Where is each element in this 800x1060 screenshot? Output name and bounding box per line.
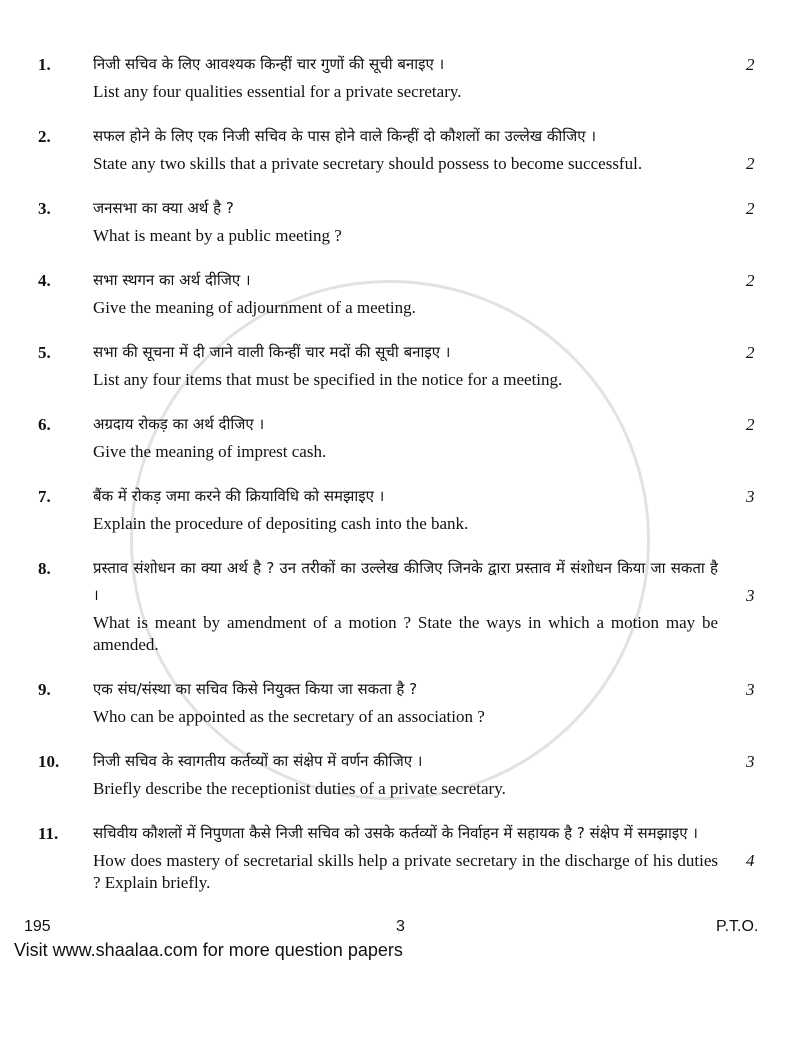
question-1 (0, 51, 800, 103)
question-number: 3. (38, 199, 51, 218)
question-number: 9. (38, 680, 51, 699)
question-marks: 2 (746, 154, 755, 173)
question-text-english: How does mastery of secretarial skills help a private secretary in the discharge of his duties ? Explain briefly. (93, 851, 718, 892)
question-6 (0, 411, 800, 463)
question-text-english: Briefly describe the receptionist duties of a private secretary. (93, 779, 506, 798)
page-footer (0, 914, 800, 966)
question-11 (0, 820, 800, 894)
question-marks: 3 (746, 487, 755, 506)
question-number: 10. (38, 752, 60, 771)
page-number: 3 (396, 918, 405, 935)
question-text-hindi: जनसभा का क्या अर्थ है ? (93, 199, 234, 217)
question-number: 6. (38, 415, 51, 434)
question-5 (0, 339, 800, 391)
question-text-hindi: एक संघ/संस्था का सचिव किसे नियुक्त किया जा सकता है ? (93, 680, 418, 698)
question-text-english: Give the meaning of adjournment of a meeting. (93, 298, 416, 317)
question-text-hindi: अग्रदाय रोकड़ का अर्थ दीजिए । (93, 415, 265, 433)
question-text-hindi: सचिवीय कौशलों में निपुणता कैसे निजी सचिव को उसके कर्तव्यों के निर्वाहन में सहायक है ? संक्षेप में समझाइए । (93, 824, 698, 842)
question-4 (0, 267, 800, 319)
question-marks: 3 (746, 752, 755, 771)
question-9 (0, 676, 800, 728)
question-text-hindi: सभा स्थगन का अर्थ दीजिए । (93, 271, 251, 289)
pto-label: P.T.O. (716, 918, 759, 935)
question-number: 5. (38, 343, 51, 362)
paper-code: 195 (24, 918, 51, 935)
question-marks: 2 (746, 415, 755, 434)
question-2 (0, 123, 800, 175)
question-text-hindi: निजी सचिव के लिए आवश्यक किन्हीं चार गुणों की सूची बनाइए । (93, 55, 445, 73)
question-text-hindi: बैंक में रोकड़ जमा करने की क्रियाविधि को समझाइए । (93, 487, 385, 505)
question-number: 4. (38, 271, 51, 290)
question-number: 11. (38, 824, 59, 843)
question-text-english: State any two skills that a private secretary should possess to become successful. (93, 154, 643, 173)
question-3 (0, 195, 800, 247)
question-text-english: What is meant by a public meeting ? (93, 226, 342, 245)
question-text-hindi: निजी सचिव के स्वागतीय कर्तव्यों का संक्षेप में वर्णन कीजिए । (93, 752, 423, 770)
question-text-english: Give the meaning of imprest cash. (93, 442, 327, 461)
question-number: 2. (38, 127, 51, 146)
question-marks: 2 (746, 55, 755, 74)
question-number: 7. (38, 487, 51, 506)
question-10 (0, 748, 800, 800)
question-text-hindi: सभा की सूचना में दी जाने वाली किन्हीं चार मदों की सूची बनाइए । (93, 343, 451, 361)
question-text-english: List any four qualities essential for a private secretary. (93, 82, 462, 101)
question-text-english: Explain the procedure of depositing cash into the bank. (93, 514, 469, 533)
question-marks: 3 (746, 586, 755, 605)
question-marks: 4 (746, 851, 755, 870)
visit-link[interactable]: Visit www.shaalaa.com for more question papers (14, 940, 403, 960)
question-7 (0, 483, 800, 535)
question-text-english: List any four items that must be specified in the notice for a meeting. (93, 370, 563, 389)
question-marks: 2 (746, 271, 755, 290)
question-text-hindi: प्रस्ताव संशोधन का क्या अर्थ है ? उन तरीकों का उल्लेख कीजिए जिनके द्वारा प्रस्ताव में संशोधन किया जा सकता है । (93, 559, 718, 604)
question-text-english: Who can be appointed as the secretary of an association ? (93, 707, 485, 726)
question-number: 1. (38, 55, 51, 74)
question-8 (0, 555, 800, 656)
question-marks: 2 (746, 343, 755, 362)
question-marks: 3 (746, 680, 755, 699)
question-text-english: What is meant by amendment of a motion ? State the ways in which a motion may be amended. (93, 613, 718, 654)
question-text-hindi: सफल होने के लिए एक निजी सचिव के पास होने वाले किन्हीं दो कौशलों का उल्लेख कीजिए । (93, 127, 597, 145)
question-marks: 2 (746, 199, 755, 218)
question-number: 8. (38, 559, 51, 578)
